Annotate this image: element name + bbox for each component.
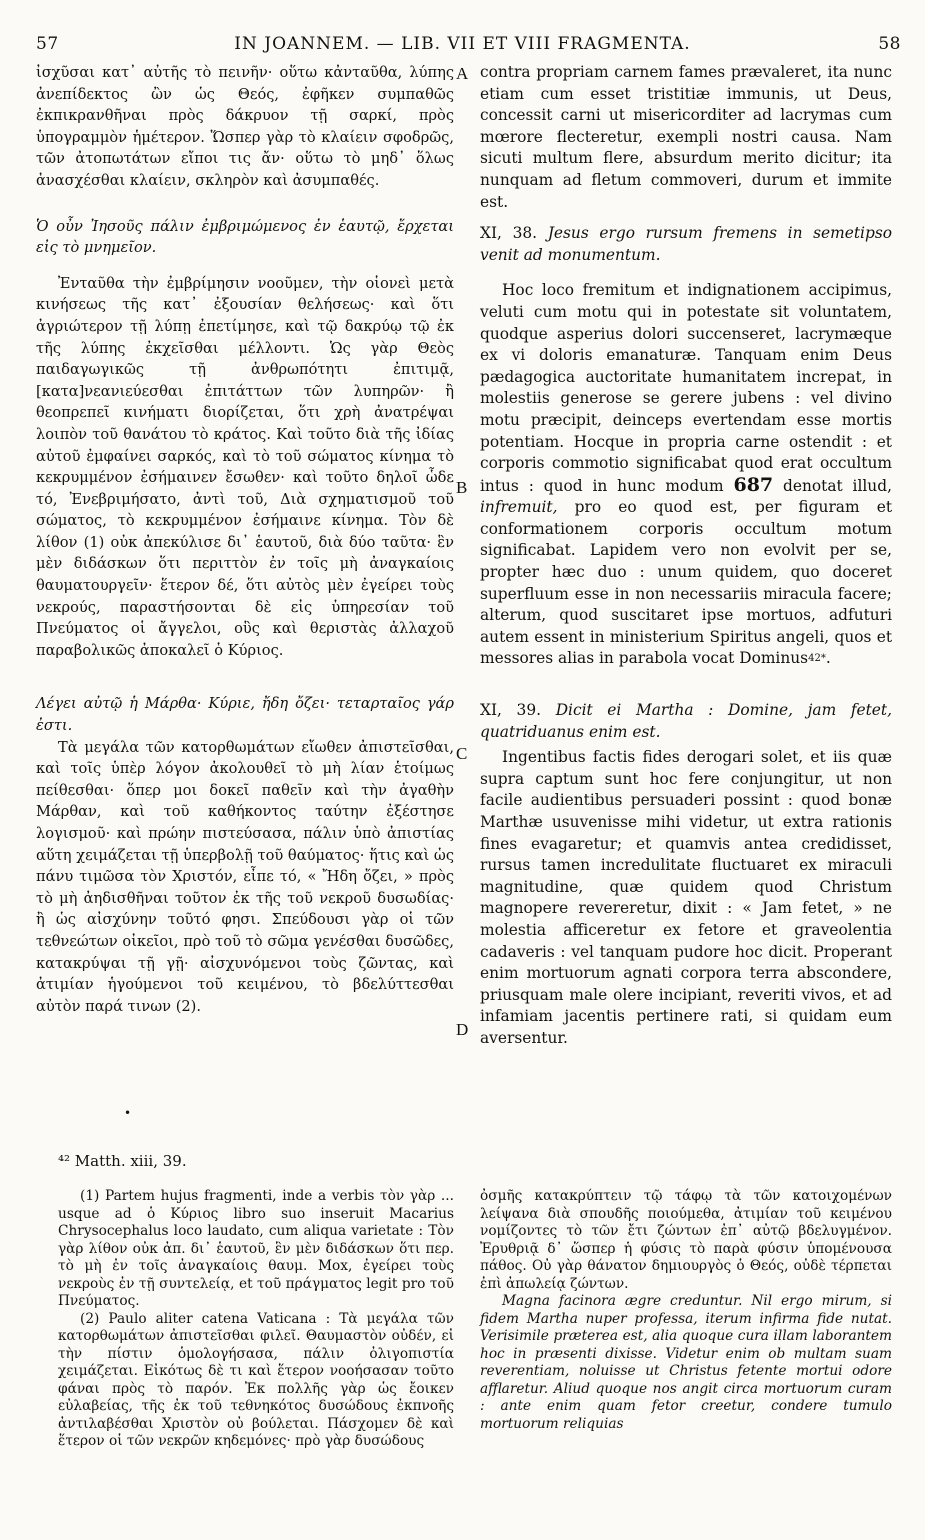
latin-paragraph-3: Ingentibus factis fides derogari solet, et iis quæ supra captum sunt hoc fere conjungitur, ut non facile audientibus persuaderi possint : quod bonæ Marthæ usuvenisse mihi videtur, ut extra rationis fines evagaretur; et quamvis antea credidisset, rursus tamen incredulitate fluctuaret ex miraculi magnitudine, quæ quidem quod Christum magnopere revereretur, dixit : « Jam fetet, » ne molestia afficeretur ex fetore et graveolentia cadaveris : vel tanquam pudore hoc dicit. Properant enim mortuorum agnati corpora terra abscondere, priusquam male olere incipiant, reveriti vivos, et ad infamiam jacentis pertinere rati, si quidam eum aversentur.: [480, 748, 892, 1047]
column-number: 687: [733, 473, 774, 496]
latin-lemma-1: [480, 223, 892, 266]
latin-lemma-2: [480, 700, 892, 743]
margin-mark-d: D: [456, 1020, 469, 1039]
latin-paragraph-2b: denotat illud,: [783, 476, 892, 495]
latin-lemma-1-text: Jesus ergo rursum fremens in semetipso venit ad monumentum.: [480, 224, 892, 264]
footnote-2: (2) Paulo aliter catena Vaticana : Τὰ μεγάλα τῶν κατορθωμάτων ἀπιστεῖσθαι φιλεῖ. Θαυμαστὸν οὐδέν, εἰ τὴν πίστιν ὁμολογήσασα, πάλιν ὀλιγοπιστία χειμάζεται. Εἰκότως δὲ τι καὶ ἕτερον νοοήσασαν τοῦτο φάναι πρὸς τὸ παρόν. Ἐκ πολλῆς γὰρ ὡς ἔοικεν εὐλαβείας, τῆς ἐκ τοῦ τεθνηκότος δυσώδους ἐκπνοῆς ἀντιλαβέσθαι Χριστὸν οὐ βούλεται. Πάσχομεν δὲ καὶ ἕτερον οἱ τῶν νεκρῶν κηδεμόνες· πρὸ γὰρ δυσώδους: [58, 1310, 454, 1449]
margin-mark-c: C: [456, 744, 468, 763]
latin-column: [480, 62, 892, 1050]
footnote-2-latin: Magna facinora ægre creduntur. Nil ergo mirum, si fidem Martha nuper professa, iterum infirma fide nutat. Verisimile præterea est, alia quoque cura illam laborantem hoc in præsenti dixisse. Videtur enim ob multam suam reverentiam, noluisse ut Christus fetente mortui odore afflaretur. Aliud quoque nos angit circa mortuorum curam : ante enim quam fetor creetur, condere tumulo mortuorum reliquias: [480, 1293, 892, 1432]
margin-mark-a: A: [456, 64, 469, 83]
latin-paragraph-2: Hoc loco fremitum et indignationem accipimus, veluti cum motu qui in potestate sit voluntatem, quodque asperius dolori succenseret, lacrymæque ex vi doloris emanaturæ. Tanquam enim Deus pædagogica auctoritate humanitatem increpat, in molestiis generose se gerere jubens : vel divino motu præcipit, deinceps evertendam esse mortis potentiam. Hocque in propria carne ostendit : et corporis commotio significabat quod erat occultum intus : quod in hunc modum 687 denotat illud, infremuit, pro eo quod est, per figuram et conformationem corporis occultum motum significabat. Lapidem vero non evolvit per se, propter hæc duo : unum quidem, quo doceret superfluum esse in non necessariis miracula facere; alterum, quod suscitaret ipse mortuos, adfuturi autem essent in ministerium Spiritus angeli, quos et messores alias in parabola vocat Dominus$^{42*}$.: [480, 281, 892, 668]
greek-column: [36, 62, 454, 1017]
margin-mark-b: B: [456, 478, 468, 497]
running-title: IN JOANNEM. — LIB. VII ET VIII FRAGMENTA.: [234, 34, 691, 54]
footnote-1: (1) Partem hujus fragmenti, inde a verbis τὸν γὰρ ... usque ad ὁ Κύριος libro suo inseruit Macarius Chrysocephalus loco laudato, cum aliqua varietate : Τὸν γὰρ λίθον οὐκ ἀπ. δι᾽ ἑαυτοῦ, ἓν μὲν διδάσκων ὅτι περ. τὸ μὴ ἐν τοῖς ἀναγκαίοις θαυμ. Mox, ἐγείρει τοὺς νεκροὺς ἐν τῇ συντελείᾳ, et τοῦ πράγματος legit pro τοῦ Πνεύματος.: [58, 1188, 454, 1309]
greek-paragraph-2: Ἐνταῦθα τὴν ἐμβρίμησιν νοοῦμεν, τὴν οἱονεὶ μετὰ κινήσεως τῆς κατ᾽ ἐξουσίαν θελήσεως· καὶ ὅτι ἀγριώτερον τῇ λύπῃ ἐπετίμησε, καὶ τῷ δακρύῳ τῷ ἐκ τῆς λύπης ἐκχεῖσθαι μέλλοντι. Ὡς γὰρ Θεὸς παιδαγωγικῶς τῇ ἀνθρωπότητι ἐπιτιμᾷ, [κατα]νεανιεύεσθαι ἐπιτάττων τῶν λυπηρῶν· ἢ θεοπρεπεῖ κινήματι διορίζεται, ὅτι χρὴ ἀνατρέψαι λοιπὸν τοῦ θανάτου τὸ κράτος. Καὶ τοῦτο διὰ τῆς ἰδίας αὐτοῦ ἐμφαίνει σαρκός, καὶ τὸ τοῦ σώματος κίνημα τὸ κεκρυμμένον ἐσήμαινεν ἔσωθεν· καὶ τοῦτο δηλοῖ ὧδε τό, Ἐνεβριμήσατο, ἀντὶ τοῦ, Διὰ σχηματισμοῦ τοῦ σώματος, τὸ κεκρυμμένον ἐσήμαινε κίνημα. Τὸν δὲ λίθον (1) οὐκ ἀπεκύλισε δι᾽ ἑαυτοῦ, διὰ δύο ταῦτα· ἓν μὲν διδάσκων ὅτι περιττὸν ἐν τοῖς μὴ ἀναγκαίοις θαυματουργεῖν· ἕτερον δέ, ὅτι αὐτὸς μὲν ἐγείρει τοὺς νεκρούς, παραστήσονται δὲ εἰς ὑπηρεσίαν τοῦ Πνεύματος οἱ ἄγγελοι, οὓς καὶ θεριστὰς ἀλλαχοῦ παραβολικῶς ἀποκαλεῖ ὁ Κύριος.: [36, 274, 454, 659]
latin-paragraph-1: contra propriam carnem fames prævaleret, ita nunc etiam cum esset tristitiæ immunis, ut Deus, concessit carni ut misericorditer ad lacrymas cum mœrore flecteretur, exempli nostri causa. Nam sicuti multum flere, absurdum merito dicitur; ita nunquam ad fletum commoveri, durum et immite est.: [480, 63, 892, 211]
latin-lemma-2-ref: XI, 39.: [480, 701, 542, 720]
greek-lemma-1: Ὁ οὖν Ἰησοῦς πάλιν ἐμβριμώμενος ἐν ἑαυτῷ, ἔρχεται εἰς τὸ μνημεῖον.: [36, 217, 454, 257]
greek-paragraph-3: Τὰ μεγάλα τῶν κατορθωμάτων εἴωθεν ἀπιστεῖσθαι, καὶ τοῖς ὑπὲρ λόγον ἀκολουθεῖ τὸ μὴ λίαν ἑτοίμως πείθεσθαι· ὅπερ μοι δοκεῖ παθεῖν καὶ τὴν ἀγαθὴν Μάρθαν, καὶ τοῦ καθήκοντος ταύτην ἐξέστησε λογισμοῦ· καὶ πρώην πιστεύσασα, πάλιν ὑπὸ ἀπιστίας αὕτη χειμάζεται τῇ ὑπερβολῇ τοῦ θαύματος· ἥτις καὶ ὡς πάνυ τιμῶσα τὸν Χριστόν, εἶπε τό, « Ἤδη ὄζει, » πρὸς τὸ μὴ ἀηδισθῆναι τοῦτον ἐκ τῆς τοῦ νεκροῦ δυσωδίας· ἢ ὡς αἰσχύνην τοῦτό φησι. Σπεύδουσι γὰρ οἱ τῶν τεθνεώτων οἰκεῖοι, πρὸ τοῦ τὸ σῶμα γενέσθαι δυσῶδες, κατακρύψαι τῇ γῇ· αἰσχυνόμενοι τοὺς ζῶντας, καὶ ἀτιμίαν ἡγούμενοι τοῦ κειμένου, τὸ βδελύττεσθαι αὐτὸν παρά τινων (2).: [36, 738, 454, 1015]
latin-lemma-1-ref: XI, 38.: [480, 224, 538, 243]
greek-paragraph-1: ἰσχῦσαι κατ᾽ αὐτῆς τὸ πεινῆν· οὕτω κἀνταῦθα, λύπης ἀνεπίδεκτος ὢν ὡς Θεός, ἐφῆκεν συμπαθῶς ἐκπικρανθῆναι πρὸς δάκρυον τῇ σαρκί, πρὸς ὑπογραμμὸν ἡμέτερον. Ὥσπερ γὰρ τὸ κλαίειν σφοδρῶς, τῶν ἀτοπωτάτων εἴποι τις ἄν· οὕτω τὸ μηδ᾽ ὅλως ἀνασχέσθαι κλαίειν, σκληρὸν καὶ ἀσυμπαθές.: [36, 64, 454, 189]
latin-paragraph-2-italic: infremuit,: [480, 498, 558, 517]
separator-dot: •: [124, 1106, 132, 1120]
footnote-marker-42: 42*: [808, 653, 826, 665]
latin-paragraph-2a: Hoc loco fremitum et indignationem accipimus, veluti cum motu qui in potestate sit voluntatem, quodque asperius dolori succenseret, lacrymæque ex vi doloris emanaturæ. Tanquam enim Deus pædagogica auctoritate humanitatem increpat, in molestiis generose se gerere jubens : vel divino motu præcipit, deinceps evertendam esse mortis potentiam. Hocque in propria carne ostendit : et corporis commotio significabat quod erat occultum intus : quod in hunc modum: [480, 281, 892, 495]
page-number-right: 58: [878, 34, 901, 54]
footnote-2-continued: ὀσμῆς κατακρύπτειν τῷ τάφῳ τὰ τῶν κατοιχομένων λείψανα διὰ σπουδῆς ποιούμεθα, ἀτιμίαν τοῦ κειμένου νομίζοντες τὸ τῶν ἔτι ζώντων ἐπ᾽ αὐτῷ βδελυγμένον. Ἐρυθριᾷ δ᾽ ὥσπερ ἡ φύσις τὸ παρὰ φύσιν ὑπομένουσα πάθος. Οὐ γὰρ θάνατον δημιουργὸς ὁ Θεός, οὐδὲ τέρπεται ἐπὶ ἀπωλείᾳ ζώντων.: [480, 1188, 892, 1292]
latin-paragraph-2c: pro eo quod est, per figuram et conformationem corporis occultum motum significabat. Lapidem vero non evolvit per se, propter hæc duo : unum quidem, quo doceret superfluum esse in non necessariis miracula facere; alterum, quod suscitaret ipse mortuos, adfuturi autem essent in ministerium Spiritus angeli, quos et messores alias in parabola vocat Dominus: [480, 498, 892, 668]
footnotes-right: [480, 1188, 892, 1433]
page-number-left: 57: [36, 34, 59, 54]
greek-lemma-2: Λέγει αὐτῷ ἡ Μάρθα· Κύριε, ἤδη ὄζει· τεταρταῖος γάρ ἐστι.: [36, 695, 454, 735]
footnotes-left: [58, 1188, 454, 1451]
latin-lemma-2-text: Dicit ei Martha : Domine, jam fetet, quatriduanus enim est.: [480, 701, 892, 741]
footnote-42: ⁴² Matth. xiii, 39.: [58, 1152, 187, 1170]
